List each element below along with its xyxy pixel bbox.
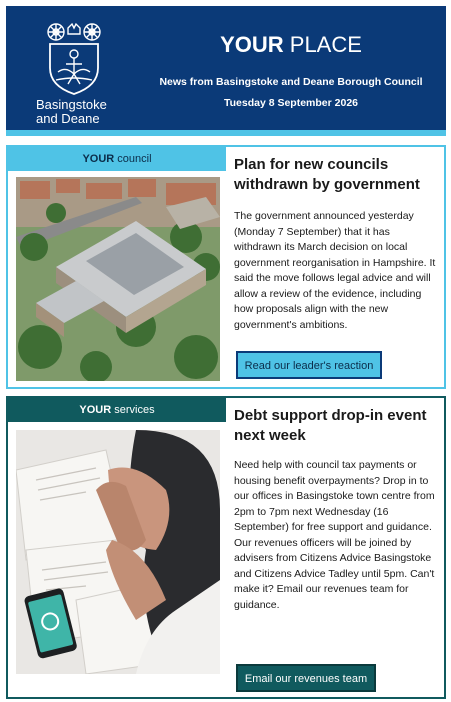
council-crest-icon — [42, 20, 106, 96]
story-body-paragraph-2: Our revenues officers will be joined by advisers from Citizens Advice Basingstoke and Citizens Advice Tadley until 5pm. Can't make it? Email our revenues team for guidance. — [234, 536, 435, 611]
newsletter-date: Tuesday 8 September 2026 — [223, 97, 359, 109]
story-body-paragraph-1: Need help with council tax payments or housing benefit overpayments? Drop in to our offices in Basingstoke town centre from 2pm to 7pm next Wednesday (16 September) for free support and guidance. — [234, 459, 435, 533]
story-body — [234, 458, 440, 613]
read-leader-reaction-button[interactable]: Read our leader's reaction — [236, 351, 382, 379]
story-headline: Plan for new councils withdrawn by government — [234, 156, 420, 193]
email-revenues-team-button[interactable]: Email our revenues team — [236, 664, 376, 692]
newsletter-title — [156, 32, 426, 58]
tag-rest: services — [114, 404, 155, 416]
story-body: The government announced yesterday (Monday 7 September) that it has withdrawn its March decision on local government reorganisation in Hampshire. It said the move follows legal advice and will allow a review of the evidence, including how proposals align with the new government's ambitions. — [234, 210, 436, 331]
header-accent-strip — [6, 130, 446, 136]
brand-line-2: and Deane — [36, 111, 100, 126]
story-card-services — [6, 396, 446, 699]
tag-bold: YOUR — [82, 153, 115, 165]
worried-person-with-bills-photo — [16, 430, 220, 674]
section-tag-services — [8, 398, 226, 422]
aerial-council-offices-photo — [16, 177, 220, 381]
brand-line-1: Basingstoke — [36, 97, 107, 112]
story-card-council — [6, 145, 446, 389]
newsletter-subtitle: News from Basingstoke and Deane Borough Council — [159, 76, 423, 88]
title-bold: YOUR — [220, 32, 284, 57]
title-rest: PLACE — [289, 32, 362, 57]
tag-rest: council — [117, 153, 152, 165]
council-brand — [36, 98, 126, 126]
newsletter-header — [6, 6, 446, 130]
section-tag-council — [8, 147, 226, 171]
tag-bold: YOUR — [79, 404, 112, 416]
story-headline: Debt support drop-in event next week — [234, 407, 427, 444]
